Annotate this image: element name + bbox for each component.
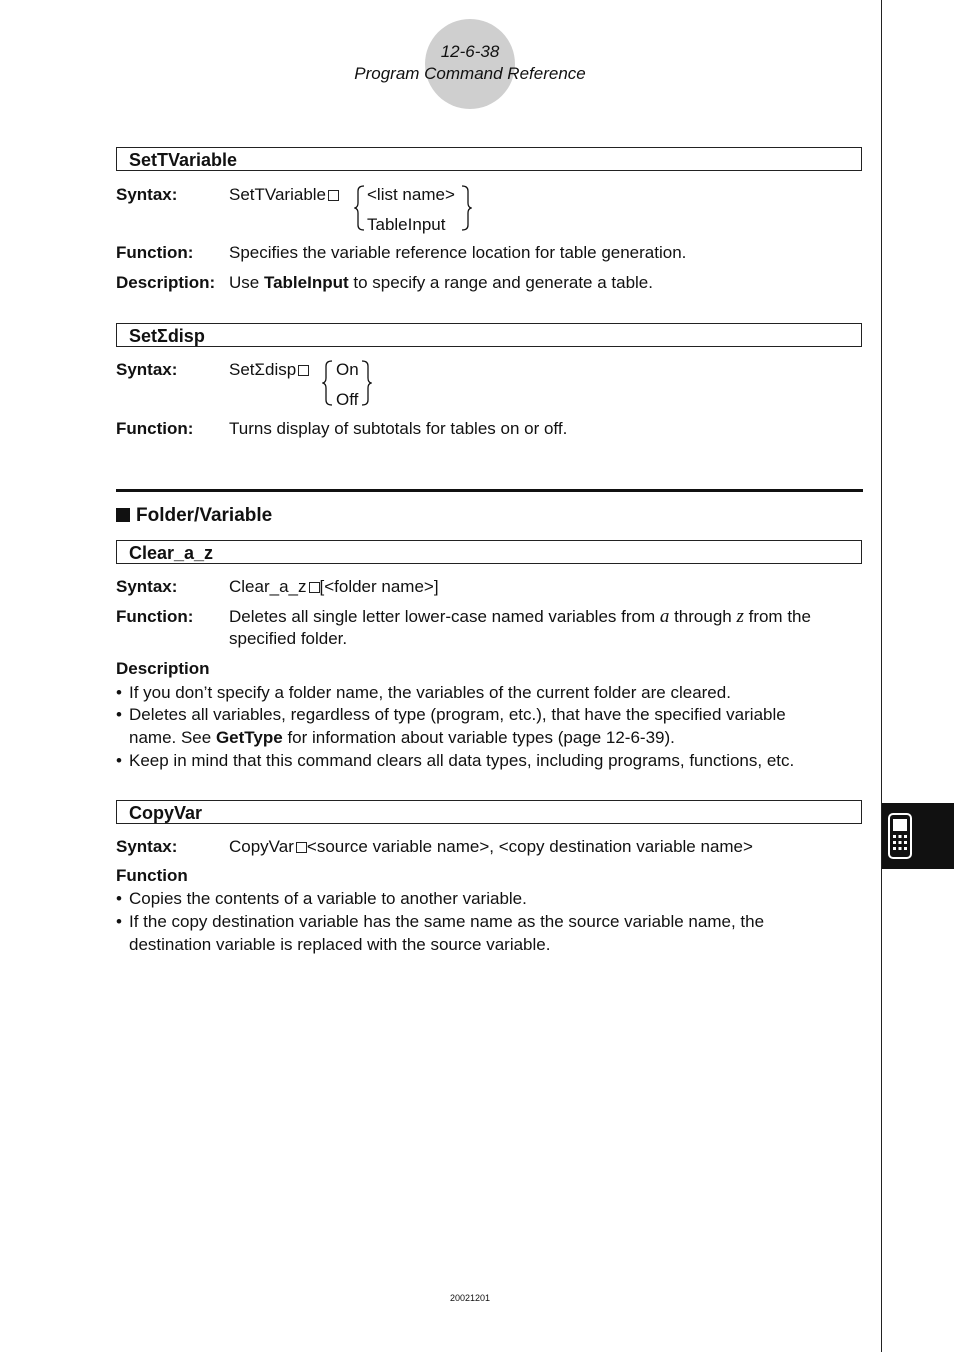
- page-header-title: Program Command Reference: [354, 64, 586, 83]
- setsigmadisp-option-on: On: [336, 360, 359, 379]
- list-item: [116, 910, 856, 956]
- clear-a-z-description-label: Description: [116, 659, 210, 678]
- variable-a: a: [659, 606, 670, 627]
- clear-a-z-bullet-3: Keep in mind that this command clears all data types, including programs, functions, etc.: [129, 751, 795, 770]
- copyvar-syntax: [229, 836, 753, 858]
- clear-a-z-bullet-2-line1: Deletes all variables, regardless of type (program, etc.), that have the specified variable: [129, 705, 786, 724]
- left-brace-icon: [322, 360, 334, 406]
- clear-a-z-function-mid: through: [669, 607, 737, 626]
- copyvar-bullet-1: Copies the contents of a variable to another variable.: [129, 889, 527, 908]
- section-divider: [116, 489, 863, 492]
- setsigmadisp-syntax-command: SetΣdisp: [229, 360, 297, 379]
- section-heading: [116, 505, 272, 527]
- clear-a-z-syntax: [229, 576, 439, 598]
- bullet-icon: •: [116, 912, 122, 931]
- right-brace-icon: [460, 185, 472, 231]
- setsigmadisp-function-text: Turns display of subtotals for tables on or off.: [229, 419, 568, 438]
- bullet-icon: •: [116, 751, 122, 770]
- copyvar-bullet-2-line1: If the copy destination variable has the same name as the source variable name, the: [129, 912, 765, 931]
- copyvar-heading-box: [116, 800, 862, 824]
- settvariable-syntax-command: SetTVariable: [229, 185, 327, 204]
- clear-a-z-function-label: Function:: [116, 607, 194, 626]
- settvariable-description-keyword: TableInput: [263, 273, 349, 292]
- clear-a-z-syntax-command: Clear_a_z: [229, 577, 307, 596]
- setsigmadisp-function-label: Function:: [116, 419, 194, 438]
- page-edge-rule: [881, 0, 882, 1352]
- copyvar-syntax-argument: <source variable name>, <copy destination variable name>: [306, 837, 753, 856]
- chapter-side-tab: [882, 803, 954, 869]
- left-brace-icon: [354, 185, 366, 231]
- bullet-icon: •: [116, 683, 122, 702]
- copyvar-bullet-2: [116, 910, 856, 956]
- setsigmadisp-heading: SetΣdisp: [129, 326, 205, 346]
- settvariable-option-list-name: <list name>: [367, 185, 455, 204]
- footer-code: 20021201: [449, 1293, 491, 1303]
- settvariable-description-post: to specify a range and generate a table.: [348, 273, 653, 292]
- clear-a-z-bullet-2-keyword: GetType: [215, 728, 283, 747]
- settvariable-function-text: Specifies the variable reference location for table generation.: [229, 243, 687, 262]
- setsigmadisp-syntax: [229, 359, 309, 381]
- bullet-icon: •: [116, 705, 122, 724]
- section-title: Folder/Variable: [136, 505, 273, 526]
- settvariable-description: [229, 272, 653, 294]
- clear-a-z-function-line2: specified folder.: [229, 629, 348, 648]
- setsigmadisp-option-off: Off: [336, 390, 359, 409]
- square-bullet-icon: [116, 508, 130, 522]
- calculator-icon: [888, 813, 912, 859]
- clear-a-z-bullet-2: [116, 703, 856, 749]
- copyvar-heading: CopyVar: [129, 803, 203, 823]
- clear-a-z-function-post: from the: [743, 607, 811, 626]
- settvariable-function-label: Function:: [116, 243, 194, 262]
- right-brace-icon: [360, 360, 372, 406]
- copyvar-syntax-command: CopyVar: [229, 837, 294, 856]
- space-symbol-icon: [298, 365, 309, 376]
- settvariable-heading-box: [116, 147, 862, 171]
- clear-a-z-bullet-2-pre: name. See: [129, 728, 216, 747]
- clear-a-z-function-pre: Deletes all single letter lower-case named variables from: [229, 607, 660, 626]
- clear-a-z-function-line1: [229, 606, 811, 628]
- page-number: 12-6-38: [440, 42, 500, 61]
- bullet-icon: •: [116, 889, 122, 908]
- settvariable-heading: SetTVariable: [129, 150, 238, 170]
- clear-a-z-bullet-1: If you don’t specify a folder name, the variables of the current folder are cleared.: [129, 683, 731, 702]
- list-item: [116, 887, 856, 910]
- list-item: [116, 703, 856, 749]
- settvariable-description-label: Description:: [116, 273, 216, 292]
- clear-a-z-heading: Clear_a_z: [129, 543, 214, 563]
- clear-a-z-syntax-argument: [<folder name>]: [319, 577, 439, 596]
- space-symbol-icon: [328, 190, 339, 201]
- space-symbol-icon: [309, 582, 320, 593]
- copyvar-bullet-2-line2: destination variable is replaced with the source variable.: [129, 935, 551, 954]
- clear-a-z-heading-box: [116, 540, 862, 564]
- list-item: [116, 749, 856, 772]
- settvariable-description-pre: Use: [229, 273, 264, 292]
- clear-a-z-syntax-label: Syntax:: [116, 577, 178, 596]
- copyvar-syntax-label: Syntax:: [116, 837, 178, 856]
- setsigmadisp-syntax-label: Syntax:: [116, 360, 178, 379]
- setsigmadisp-heading-box: [116, 323, 862, 347]
- copyvar-function-label: Function: [116, 866, 188, 885]
- settvariable-syntax-label: Syntax:: [116, 185, 178, 204]
- space-symbol-icon: [296, 842, 307, 853]
- settvariable-option-tableinput: TableInput: [367, 215, 446, 234]
- list-item: [116, 681, 856, 704]
- variable-z: z: [736, 606, 744, 627]
- clear-a-z-bullet-2-post: for information about variable types (page 12-6-39).: [282, 728, 675, 747]
- settvariable-syntax: [229, 184, 339, 206]
